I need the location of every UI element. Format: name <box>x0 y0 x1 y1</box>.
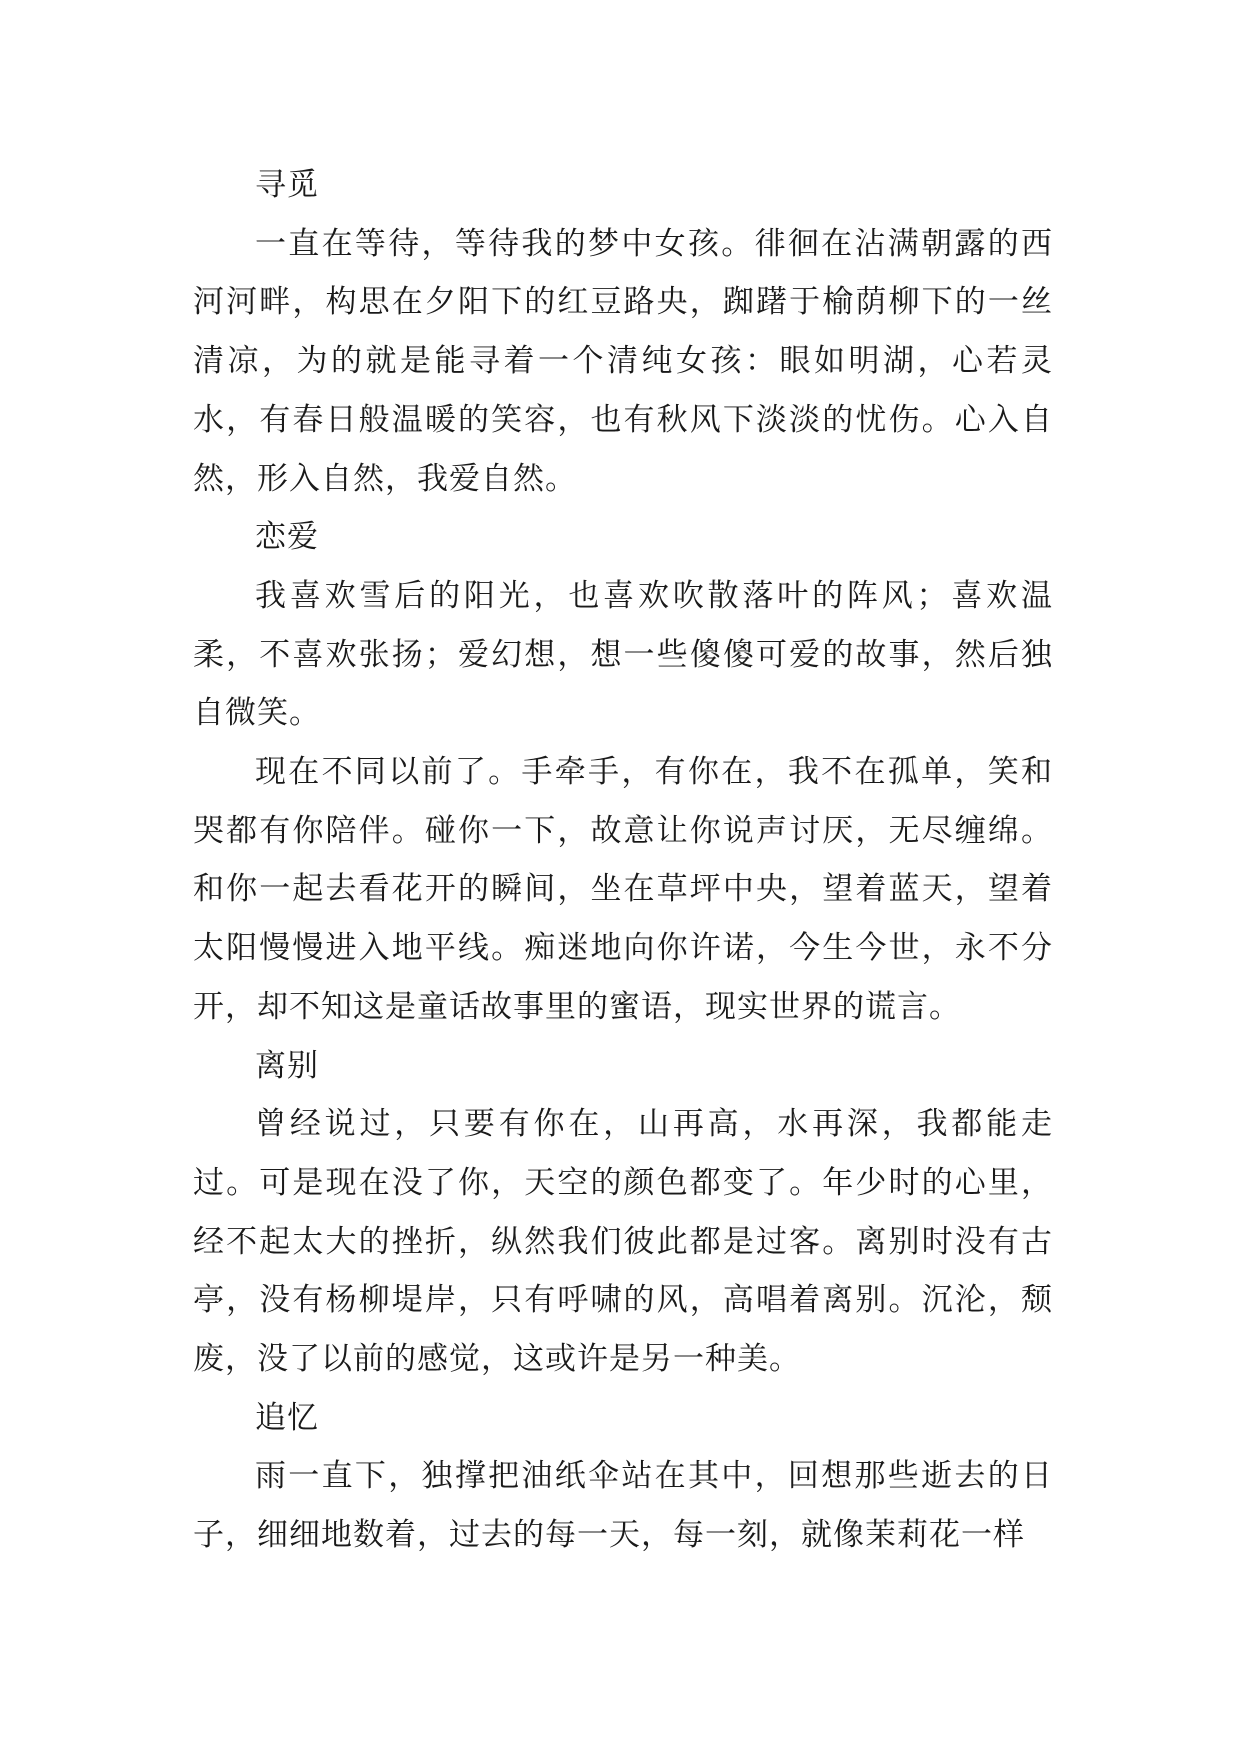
paragraph: 我喜欢雪后的阳光，也喜欢吹散落叶的阵风；喜欢温柔，不喜欢张扬；爱幻想，想一些傻傻可爱的故事，然后独自微笑。 <box>193 577 1053 732</box>
paragraph: 现在不同以前了。手牵手，有你在，我不在孤单，笑和哭都有你陪伴。碰你一下，故意让你说声讨厌，无尽缠绵。和你一起去看花开的瞬间，坐在草坪中央，望着蓝天，望着太阳慢慢进入地平线。痴迷地向你许诺，今生今世，永不分开，却不知这是童话故事里的蜜语，现实世界的谎言。 <box>193 754 1053 1025</box>
paragraph: 一直在等待，等待我的梦中女孩。徘徊在沾满朝露的西河河畔，构思在夕阳下的红豆路央，踟躇于榆荫柳下的一丝清凉，为的就是能寻着一个清纯女孩：眼如明湖，心若灵水，有春日般温暖的笑容，也有秋风下淡淡的忧伤。心入自然，形入自然，我爱自然。 <box>193 225 1053 497</box>
paragraph: 雨一直下，独撑把油纸伞站在其中，回想那些逝去的日子，细细地数着，过去的每一天，每一刻，就像茉莉花一样 <box>193 1458 1053 1554</box>
document-body <box>193 156 1053 1565</box>
section-heading-xunmi: 寻觅 <box>255 167 319 203</box>
section-heading-zhuiyi: 追忆 <box>255 1399 319 1436</box>
section-heading-libie: 离别 <box>255 1047 319 1084</box>
paragraph: 曾经说过，只要有你在，山再高，水再深，我都能走过。可是现在没了你，天空的颜色都变了。年少时的心里，经不起太大的挫折，纵然我们彼此都是过客。离别时没有古亭，没有杨柳堤岸，只有呼啸的风，高唱着离别。沉沦，颓废，没了以前的感觉，这或许是另一种美。 <box>193 1106 1053 1378</box>
section-heading-lianai: 恋爱 <box>255 519 319 556</box>
